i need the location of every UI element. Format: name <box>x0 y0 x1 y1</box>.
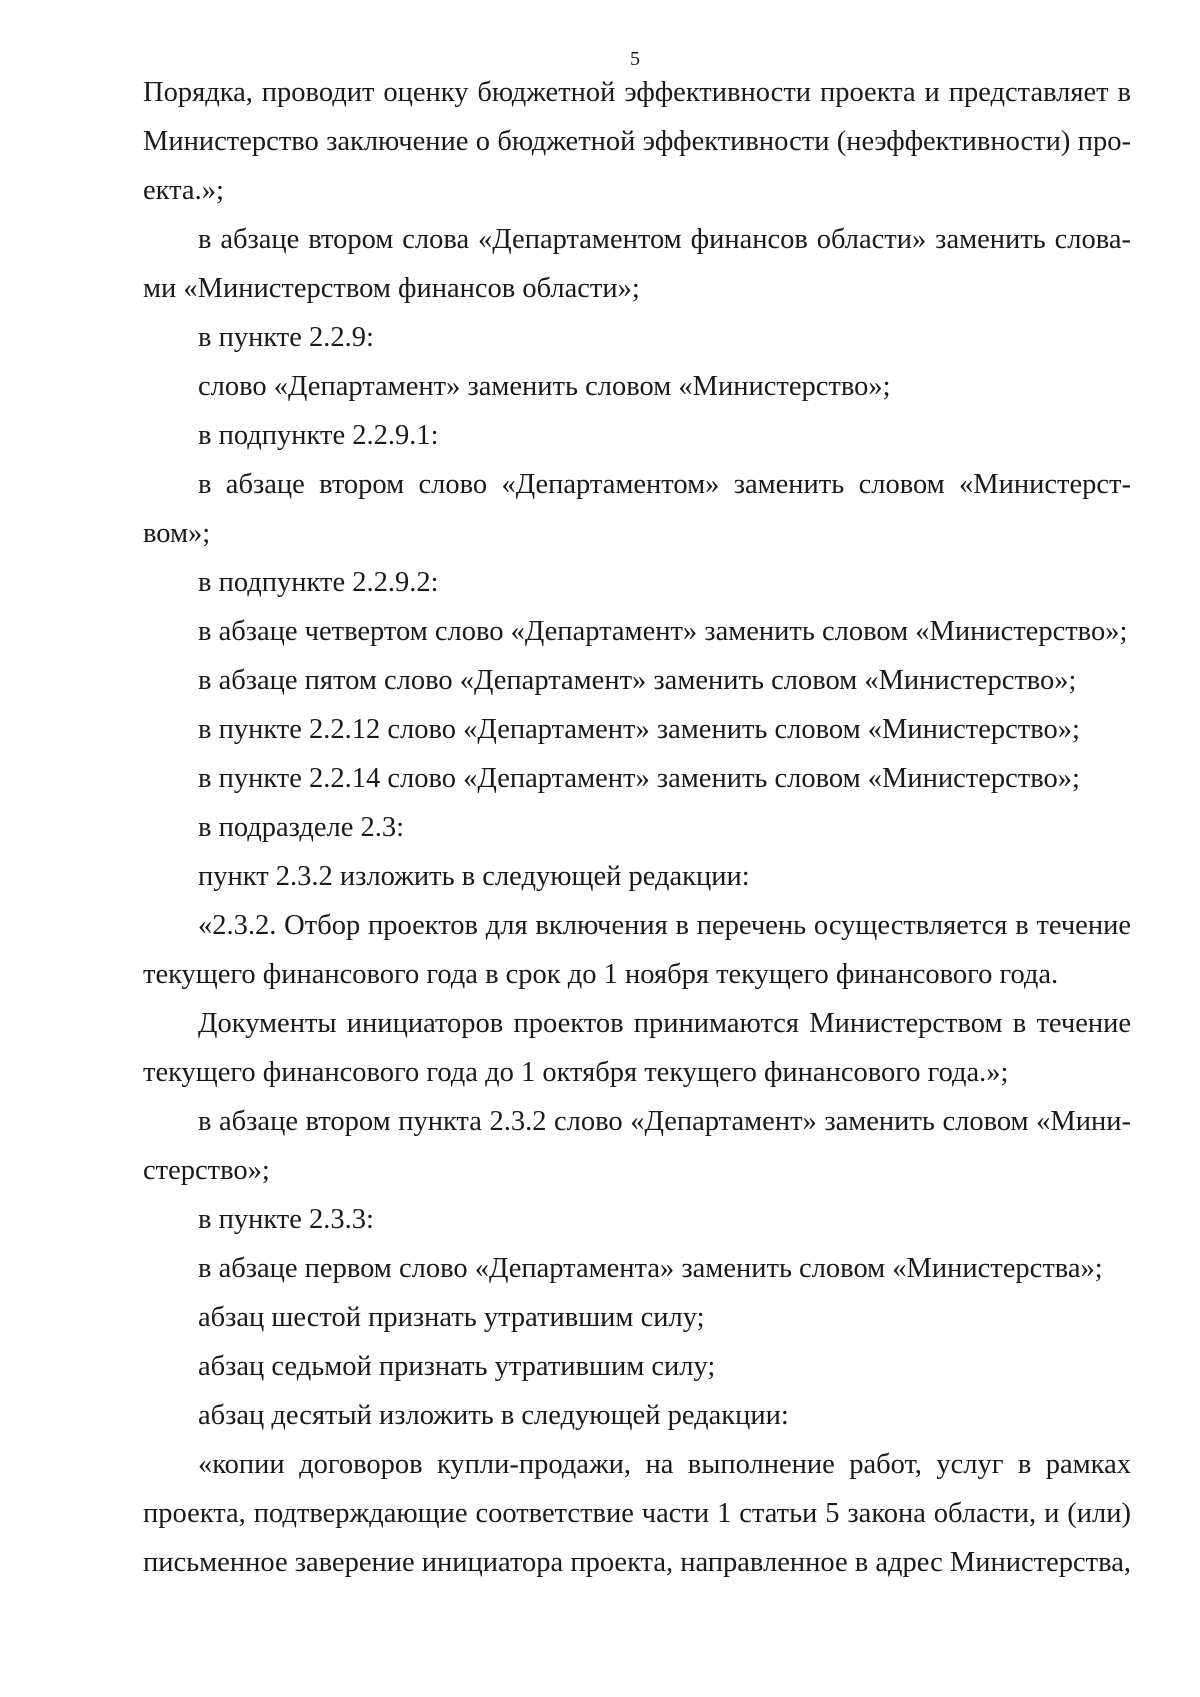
text-line: Министерство заключение о бюджетной эффективности (неэффективности) про- <box>143 126 1131 157</box>
text-line: в абзаце четвертом слово «Департамент» заменить словом «Министерство»; <box>198 616 1128 647</box>
text-line: в подразделе 2.3: <box>198 812 405 843</box>
text-line: в абзаце втором пункта 2.3.2 слово «Департамент» заменить словом «Мини- <box>198 1106 1131 1137</box>
text-line: вом»; <box>143 518 211 549</box>
text-line: слово «Департамент» заменить словом «Министерство»; <box>198 371 891 402</box>
text-line: в подпункте 2.2.9.1: <box>198 420 439 451</box>
text-line: «2.3.2. Отбор проектов для включения в перечень осуществляется в течение <box>198 910 1131 941</box>
text-line: Порядка, проводит оценку бюджетной эффективности проекта и представляет в <box>143 77 1131 108</box>
text-line: стерство»; <box>143 1155 270 1186</box>
text-line: в абзаце первом слово «Департамента» заменить словом «Министерства»; <box>198 1253 1103 1284</box>
text-line: в абзаце втором слово «Департаментом» заменить словом «Министерст- <box>198 469 1131 500</box>
text-line: ми «Министерством финансов области»; <box>143 273 640 304</box>
text-line: екта.»; <box>143 175 224 206</box>
page-number: 5 <box>630 48 640 70</box>
text-line: в пункте 2.2.9: <box>198 322 374 353</box>
text-line: в пункте 2.2.14 слово «Департамент» заменить словом «Министерство»; <box>198 763 1080 794</box>
text-line: в подпункте 2.2.9.2: <box>198 567 439 598</box>
text-line: абзац десятый изложить в следующей редакции: <box>198 1400 789 1431</box>
text-line: письменное заверение инициатора проекта, направленное в адрес Министерства, <box>143 1547 1131 1578</box>
document-body <box>143 68 1131 1587</box>
text-line: текущего финансового года в срок до 1 ноября текущего финансового года. <box>143 959 1059 990</box>
text-line: абзац седьмой признать утратившим силу; <box>198 1351 716 1382</box>
text-line: в пункте 2.2.12 слово «Департамент» заменить словом «Министерство»; <box>198 714 1080 745</box>
text-line: «копии договоров купли-продажи, на выполнение работ, услуг в рамках <box>198 1449 1131 1480</box>
text-line: в абзаце втором слова «Департаментом финансов области» заменить слова- <box>198 224 1131 255</box>
text-line: в пункте 2.3.3: <box>198 1204 374 1235</box>
text-line: в абзаце пятом слово «Департамент» заменить словом «Министерство»; <box>198 665 1077 696</box>
text-line: абзац шестой признать утратившим силу; <box>198 1302 705 1333</box>
text-line: текущего финансового года до 1 октября текущего финансового года.»; <box>143 1057 1009 1088</box>
text-line: проекта, подтверждающие соответствие части 1 статьи 5 закона области, и (или) <box>143 1498 1131 1529</box>
text-line: пункт 2.3.2 изложить в следующей редакции: <box>198 861 750 892</box>
text-line: Документы инициаторов проектов принимаются Министерством в течение <box>198 1008 1131 1039</box>
